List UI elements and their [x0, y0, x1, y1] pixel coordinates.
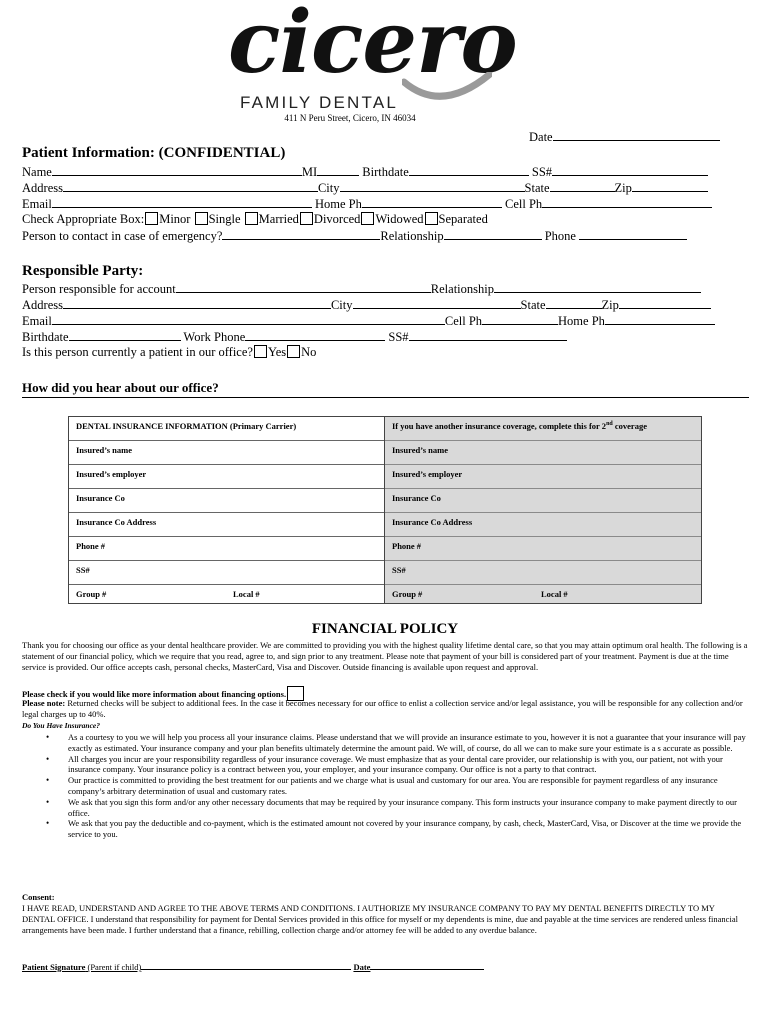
phone-label: Phone	[544, 229, 576, 243]
checkbox-minor[interactable]	[145, 212, 158, 225]
home-phone-label: Home Ph	[314, 197, 362, 211]
rp-ssn-field[interactable]	[409, 329, 567, 341]
rp-zip-label: Zip	[601, 298, 619, 312]
no-label: No	[301, 345, 317, 359]
insurance-table	[68, 416, 702, 604]
bullet-item: • All charges you incur are your responsibility regardless of your insurance coverage. We must emphasize that as your dental care provider, our relationship is with you, our patient, not with your insurance company. Your insurance policy is a contract between you, your employer, and your insurance company. Our office is not a party to that contract.	[44, 754, 749, 776]
primary-group-label: Group #	[76, 589, 107, 599]
cell-phone-field[interactable]	[542, 196, 712, 208]
financing-check-label: Please check if you would like more information about financing options.	[22, 689, 287, 699]
logo-subtitle: FAMILY DENTAL	[240, 93, 399, 112]
have-insurance-heading: Do You Have Insurance?	[22, 721, 100, 730]
rp-city-label: City	[330, 298, 353, 312]
signature-date-label: Date	[353, 962, 371, 972]
secondary-header-suffix: coverage	[612, 421, 647, 431]
primary-local-label: Local #	[233, 589, 260, 599]
secondary-phone[interactable]: Phone #	[385, 537, 701, 561]
signature-field[interactable]	[141, 961, 351, 970]
patient-row-name	[22, 164, 708, 180]
rp-birthdate-field[interactable]	[69, 329, 181, 341]
hear-about-title: How did you hear about our office?	[22, 380, 219, 395]
zip-label: Zip	[614, 181, 632, 195]
current-patient-label: Is this person currently a patient in our office?	[22, 345, 253, 359]
option-divorced-label: Divorced	[313, 212, 361, 226]
checkbox-separated[interactable]	[425, 212, 438, 225]
secondary-local-label: Local #	[541, 589, 568, 599]
rp-cell-phone-field[interactable]	[482, 313, 558, 325]
insurance-bullets	[44, 732, 749, 840]
relationship-label: Relationship	[380, 229, 444, 243]
logo-smile-icon	[402, 72, 492, 112]
consent-label	[22, 892, 748, 903]
secondary-group-label: Group #	[392, 589, 423, 599]
rp-cell-phone-label: Cell Ph	[444, 314, 483, 328]
zip-field[interactable]	[632, 180, 708, 192]
responsible-party-title: Responsible Party:	[22, 263, 144, 279]
rp-state-field[interactable]	[546, 297, 602, 309]
rp-work-phone-field[interactable]	[245, 329, 385, 341]
responsible-row-address	[22, 297, 711, 313]
responsible-row-email	[22, 313, 715, 329]
phone-field[interactable]	[579, 228, 687, 240]
financial-intro: Thank you for choosing our office as your dental healthcare provider. We are committed to providing you with the highest quality lifetime dental care, so that you may attain optimum oral health. The following is a statement of our financial policy, which we require that you read, agree to, and sign prior to any treatment. Please note that payment of your bill is considered part of your treatment. Payment is due at the time service is provided. Our office accepts cash, personal checks, MasterCard, Visa and Discover. Outside financing is available upon request and approval.	[22, 640, 748, 672]
rp-zip-field[interactable]	[619, 297, 711, 309]
rp-state-label: State	[520, 298, 546, 312]
consent-paragraph	[22, 903, 748, 935]
rp-birthdate-label: Birthdate	[22, 330, 69, 344]
birthdate-field[interactable]	[409, 164, 529, 176]
rp-relationship-field[interactable]	[494, 281, 701, 293]
checkbox-widowed[interactable]	[361, 212, 374, 225]
office-address: 411 N Peru Street, Cicero, IN 46034	[284, 113, 416, 123]
primary-ssn[interactable]: SS#	[69, 561, 384, 585]
checkbox-single[interactable]	[195, 212, 208, 225]
note-paragraph	[22, 698, 748, 720]
rp-address-label: Address	[22, 298, 63, 312]
bullet-item: • We ask that you sign this form and/or any other necessary documents that may be required by your insurance company. This form instructs your insurance company to make payment directly to our office.	[44, 797, 749, 819]
rp-home-phone-field[interactable]	[605, 313, 715, 325]
note-text: Returned checks will be subject to additional fees. In the case it becomes necessary for our office to enlist a collection service and/or legal assistance, you will be responsible for any collection and/or legal charges up to 40%.	[22, 698, 743, 719]
checkbox-yes[interactable]	[254, 345, 267, 358]
ssn-label: SS#	[531, 165, 553, 179]
signature-row	[22, 961, 484, 973]
option-separated-label: Separated	[438, 212, 488, 226]
secondary-insured-employer[interactable]: Insured’s employer	[385, 465, 701, 489]
option-married-label: Married	[258, 212, 299, 226]
responsible-row-current-patient	[22, 345, 316, 360]
person-field[interactable]	[176, 281, 431, 293]
name-label: Name	[22, 165, 52, 179]
primary-insured-name[interactable]: Insured’s name	[69, 441, 384, 465]
address-field[interactable]	[63, 180, 318, 192]
primary-insurance-address[interactable]: Insurance Co Address	[69, 513, 384, 537]
birthdate-label: Birthdate	[362, 165, 409, 179]
primary-phone[interactable]: Phone #	[69, 537, 384, 561]
status-label: Check Appropriate Box:	[22, 212, 145, 226]
primary-insured-employer[interactable]: Insured’s employer	[69, 465, 384, 489]
logo-wordmark: cicero	[228, 0, 517, 93]
bullet-item: • As a courtesy to you we will help you process all your insurance claims. Please understand that we will provide an insurance estimate to you, however it is not a guarantee that your insurance will pay exactly as estimated. Your insurance company and your plan benefits ultimately determine the amount paid. We will, of course, do all we can to make sure your estimate is a s accurate as possible.	[44, 732, 749, 754]
consent-heading: Consent:	[22, 892, 55, 902]
rp-email-field[interactable]	[52, 313, 445, 325]
rp-work-phone-label: Work Phone	[183, 330, 246, 344]
state-label: State	[524, 181, 550, 195]
secondary-insurance-address[interactable]: Insurance Co Address	[385, 513, 701, 537]
secondary-ssn[interactable]: SS#	[385, 561, 701, 585]
secondary-insurance-co[interactable]: Insurance Co	[385, 489, 701, 513]
checkbox-married[interactable]	[245, 212, 258, 225]
bullet-item: • Our practice is committed to providing the best treatment for our patients and we charge what is usual and customary for our area. You are responsible for payment regardless of any insurance company’s arbitrary determination of usual and customary rates.	[44, 775, 749, 797]
city-label: City	[317, 181, 340, 195]
person-label: Person responsible for account	[22, 282, 176, 296]
name-field[interactable]	[52, 164, 302, 176]
state-field[interactable]	[550, 180, 615, 192]
option-minor-label: Minor	[159, 212, 191, 226]
option-widowed-label: Widowed	[375, 212, 424, 226]
rp-email-label: Email	[22, 314, 52, 328]
primary-insurance-header: DENTAL INSURANCE INFORMATION (Primary Carrier)	[69, 417, 384, 441]
yes-label: Yes	[267, 345, 287, 359]
consent-caps-text: I HAVE READ, UNDERSTAND AND AGREE TO THE ABOVE TERMS AND CONDITIONS. I AUTHORIZE MY INSURANCE COMPANY TO PAY MY DENTAL BENEFITS DIRECTLY TO MY DENTAL OFFICE.	[22, 903, 715, 924]
rp-address-field[interactable]	[63, 297, 331, 309]
patient-row-email	[22, 196, 712, 212]
cell-phone-label: Cell Ph	[504, 197, 543, 211]
consent-text: I understand that responsibility for payment for Dental Services provided in this office for myself or my dependents is mine, due and payable at the time services are rendered unless financial arrangements have been made. I further understand that a finance, rebilling, collection charge and/or attorney fee will be added to any overdue balance.	[22, 913, 738, 935]
rp-ssn-label: SS#	[388, 330, 409, 344]
checkbox-no[interactable]	[287, 345, 300, 358]
signature-label: Patient Signature	[22, 962, 86, 972]
emergency-field[interactable]	[222, 228, 380, 240]
primary-group-row[interactable]	[69, 585, 384, 609]
checkbox-divorced[interactable]	[300, 212, 313, 225]
home-phone-field[interactable]	[362, 196, 502, 208]
date-label: Date	[529, 130, 553, 144]
primary-insurance-column	[69, 417, 385, 603]
ssn-field[interactable]	[552, 164, 708, 176]
patient-row-status	[22, 212, 488, 227]
responsible-row-person	[22, 281, 701, 297]
header-date-field[interactable]	[529, 129, 720, 145]
mi-field[interactable]	[317, 164, 359, 176]
email-label: Email	[22, 197, 52, 211]
bullet-item: • We ask that you pay the deductible and co-payment, which is the estimated amount not covered by your insurance company, by cash, check, MasterCard, Visa, or Discover at the time we provide the service to you.	[44, 818, 749, 840]
financial-policy-title: FINANCIAL POLICY	[311, 621, 459, 637]
mi-label: MI	[301, 165, 318, 179]
patient-info-title: Patient Information: (CONFIDENTIAL)	[22, 145, 286, 161]
note-label: Please note:	[22, 698, 66, 708]
city-field[interactable]	[340, 180, 525, 192]
secondary-insurance-column	[385, 417, 701, 603]
responsible-row-birthdate	[22, 329, 567, 345]
patient-row-address	[22, 180, 708, 196]
secondary-insurance-header	[385, 417, 701, 441]
relationship-field[interactable]	[444, 228, 542, 240]
option-single-label: Single	[208, 212, 241, 226]
hear-about-line[interactable]	[22, 397, 749, 398]
rp-city-field[interactable]	[353, 297, 521, 309]
emergency-label: Person to contact in case of emergency?	[22, 229, 223, 243]
primary-insurance-co[interactable]: Insurance Co	[69, 489, 384, 513]
patient-row-emergency	[22, 228, 687, 244]
signature-date-field[interactable]	[370, 961, 484, 970]
secondary-header-text: If you have another insurance coverage, complete this for 2	[392, 421, 607, 431]
secondary-insured-name[interactable]: Insured’s name	[385, 441, 701, 465]
secondary-header-sup: nd	[606, 421, 613, 428]
rp-home-phone-label: Home Ph	[558, 314, 605, 328]
secondary-group-row[interactable]	[385, 585, 701, 609]
rp-relationship-label: Relationship	[430, 282, 494, 296]
address-label: Address	[22, 181, 63, 195]
signature-note: (Parent if child)	[85, 962, 142, 972]
email-field[interactable]	[52, 196, 312, 208]
